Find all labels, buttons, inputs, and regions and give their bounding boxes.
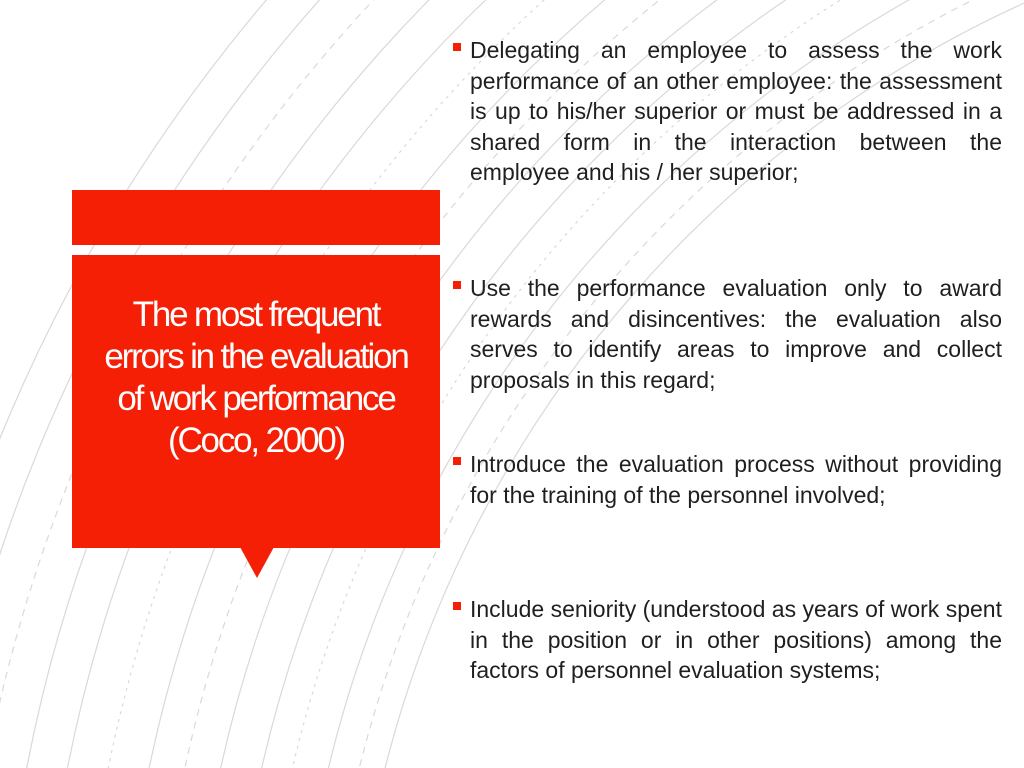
bullet-square-icon [453, 281, 461, 289]
bullet-square-icon [453, 457, 461, 465]
bullet-square-icon [453, 602, 461, 610]
bullet-square-icon [453, 43, 461, 51]
slide-title: The most frequent errors in the evaluation of work performance (Coco, 2000) [104, 294, 408, 460]
bullet-item [448, 594, 1002, 686]
bullet-item [448, 35, 1002, 188]
bullet-text: Introduce the evaluation process without providing for the training of the personnel involved; [470, 451, 1002, 508]
title-pointer-triangle [240, 547, 274, 578]
bullet-item [448, 273, 1002, 395]
bullet-text: Delegating an employee to assess the work performance of an other employee: the assessment is up to his/her superior or must be addressed in a shared form in the interaction between the employee and his / her superior; [470, 37, 1002, 186]
title-box [72, 255, 440, 548]
bullet-text: Include seniority (understood as years of work spent in the position or in other positions) among the factors of personnel evaluation systems; [470, 596, 1002, 684]
bullet-item [448, 449, 1002, 510]
title-accent-bar [72, 190, 440, 245]
bullet-text: Use the performance evaluation only to award rewards and disincentives: the evaluation also serves to identify areas to improve and collect proposals in this regard; [470, 275, 1002, 393]
